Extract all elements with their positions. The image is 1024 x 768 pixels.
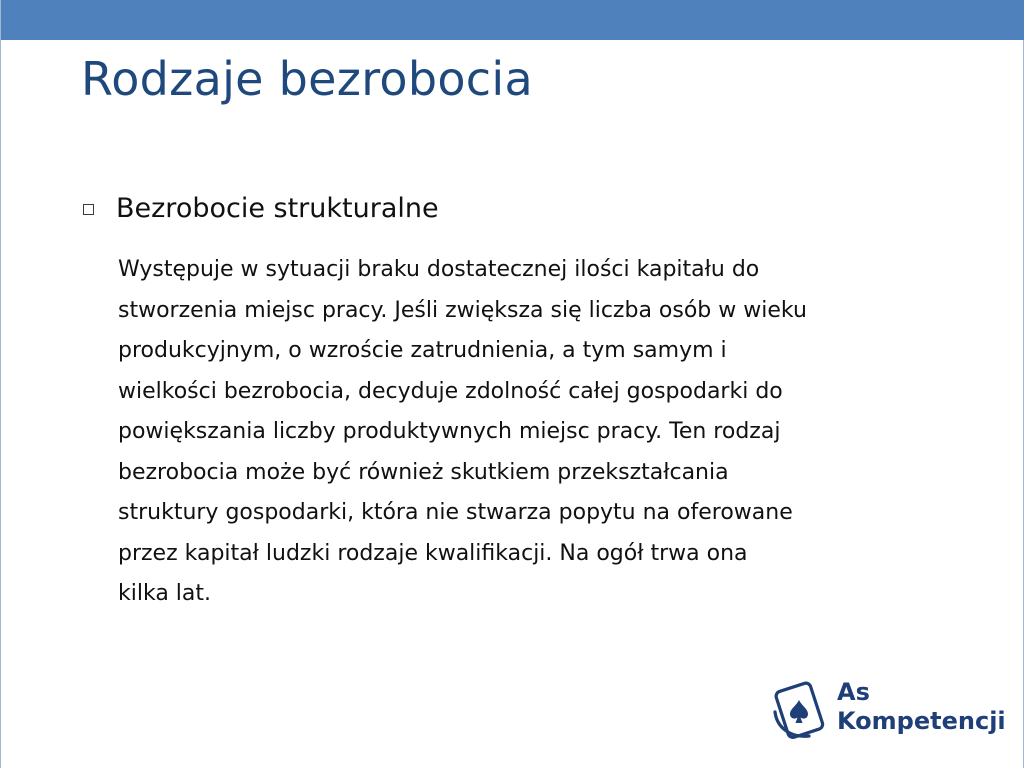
bullet-body: [118, 250, 978, 615]
body-line: powiększania liczby produktywnych miejsc pracy. Ten rodzaj: [118, 419, 781, 444]
top-accent-bar: [1, 0, 1024, 40]
square-bullet-icon: [83, 204, 94, 215]
logo-wordmark: [837, 678, 1006, 736]
logo-line-as: As: [837, 678, 870, 706]
body-line: bezrobocia może być również skutkiem przekształcania: [118, 459, 729, 485]
body-line: produkcyjnym, o wzroście zatrudnienia, a tym samym i: [118, 338, 727, 363]
body-line: struktury gospodarki, która nie stwarza popytu na oferowane: [118, 500, 793, 525]
body-line: kilka lat.: [118, 581, 212, 606]
spade-card-icon: [769, 678, 831, 740]
logo-line-kompetencji: Kompetencji: [837, 707, 1006, 735]
as-kompetencji-logo: [769, 678, 1006, 748]
slide-title: Rodzaje bezrobocia: [81, 52, 533, 106]
body-line: przez kapitał ludzki rodzaje kwalifikacji. Na ogół trwa ona: [118, 540, 748, 566]
body-line: stworzenia miejsc pracy. Jeśli zwiększa się liczba osób w wieku: [118, 297, 807, 323]
bullet-item: [83, 193, 439, 224]
bullet-heading: Bezrobocie strukturalne: [116, 193, 439, 224]
body-line: Występuje w sytuacji braku dostatecznej ilości kapitału do: [118, 257, 760, 282]
body-line: wielkości bezrobocia, decyduje zdolność całej gospodarki do: [118, 378, 783, 404]
